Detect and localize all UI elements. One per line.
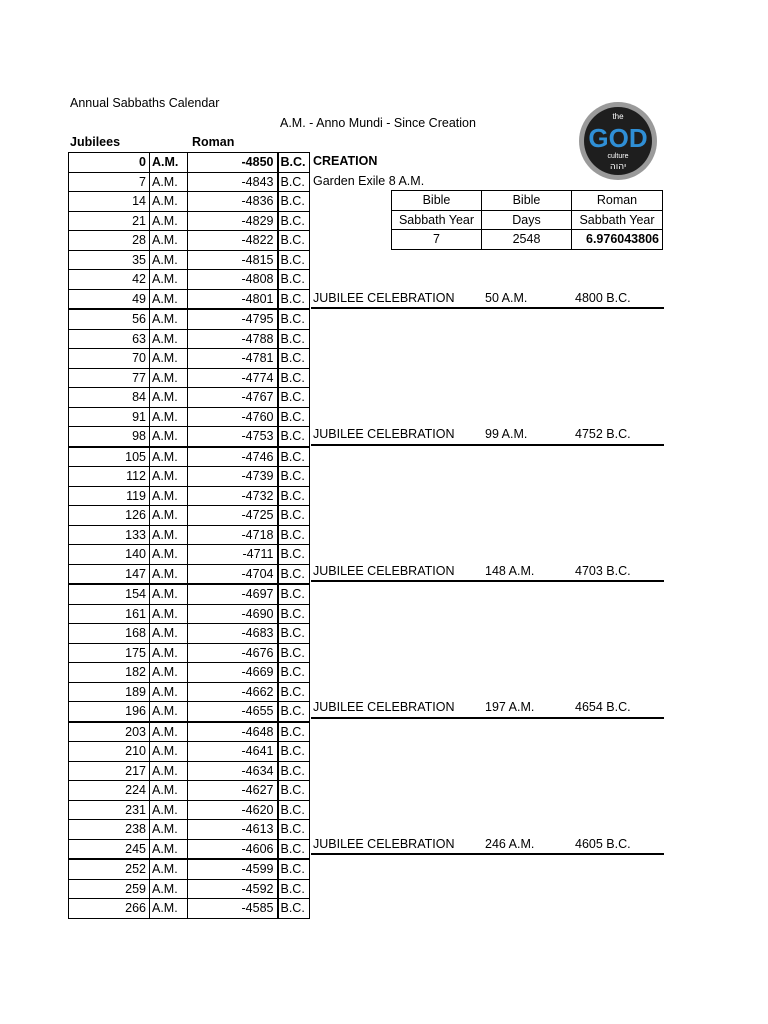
roman-year-cell: -4760 xyxy=(188,407,278,427)
roman-year-cell: -4620 xyxy=(188,800,278,820)
am-unit-cell: A.M. xyxy=(150,289,188,309)
am-year-cell: 203 xyxy=(69,722,150,742)
jubilee-bc-value: 4800 B.C. xyxy=(575,290,631,305)
roman-unit-cell: B.C. xyxy=(278,879,310,899)
column-header-roman: Roman xyxy=(192,135,235,149)
table-row xyxy=(69,564,310,584)
table-row xyxy=(69,447,310,467)
roman-year-cell: -4669 xyxy=(188,663,278,683)
am-year-cell: 21 xyxy=(69,211,150,231)
jubilee-bc-value: 4752 B.C. xyxy=(575,427,631,441)
roman-year-cell: -4683 xyxy=(188,624,278,644)
subtitle: A.M. - Anno Mundi - Since Creation xyxy=(280,116,476,130)
table-row xyxy=(69,368,310,388)
logo-main-text: GOD xyxy=(588,123,648,153)
table-row xyxy=(69,839,310,859)
roman-unit-cell: B.C. xyxy=(278,604,310,624)
table-row xyxy=(69,486,310,506)
am-year-cell: 105 xyxy=(69,447,150,467)
logo-hebrew-text: יהוה xyxy=(609,162,627,172)
jubilee-celebration-label: JUBILEE CELEBRATION xyxy=(313,700,455,714)
am-unit-cell: A.M. xyxy=(150,564,188,584)
table-row xyxy=(69,467,310,487)
am-unit-cell: A.M. xyxy=(150,231,188,251)
am-year-cell: 56 xyxy=(69,309,150,329)
roman-unit-cell: B.C. xyxy=(278,447,310,467)
jubilee-celebration-label: JUBILEE CELEBRATION xyxy=(313,836,455,851)
am-unit-cell: A.M. xyxy=(150,899,188,919)
info-value-sabbath-year: 7 xyxy=(392,230,482,250)
roman-year-cell: -4592 xyxy=(188,879,278,899)
roman-unit-cell: B.C. xyxy=(278,407,310,427)
jubilee-bc-value: 4703 B.C. xyxy=(575,563,631,578)
roman-year-cell: -4641 xyxy=(188,742,278,762)
table-row xyxy=(69,250,310,270)
roman-unit-cell: B.C. xyxy=(278,781,310,801)
roman-unit-cell: B.C. xyxy=(278,289,310,309)
info-subheader-roman-sabbath-year: Sabbath Year xyxy=(572,210,663,230)
am-year-cell: 70 xyxy=(69,349,150,369)
roman-unit-cell: B.C. xyxy=(278,643,310,663)
am-year-cell: 217 xyxy=(69,761,150,781)
am-unit-cell: A.M. xyxy=(150,624,188,644)
table-row xyxy=(69,702,310,722)
am-unit-cell: A.M. xyxy=(150,663,188,683)
table-row xyxy=(69,663,310,683)
roman-year-cell: -4746 xyxy=(188,447,278,467)
roman-year-cell: -4606 xyxy=(188,839,278,859)
am-year-cell: 189 xyxy=(69,682,150,702)
table-row xyxy=(69,506,310,526)
table-row xyxy=(69,800,310,820)
info-subheader-sabbath-year: Sabbath Year xyxy=(392,210,482,230)
am-unit-cell: A.M. xyxy=(150,368,188,388)
roman-unit-cell: B.C. xyxy=(278,564,310,584)
table-row xyxy=(69,427,310,447)
am-year-cell: 35 xyxy=(69,250,150,270)
roman-unit-cell: B.C. xyxy=(278,839,310,859)
am-year-cell: 14 xyxy=(69,192,150,212)
roman-year-cell: -4753 xyxy=(188,427,278,447)
am-year-cell: 147 xyxy=(69,564,150,584)
am-year-cell: 0 xyxy=(69,153,150,173)
table-row xyxy=(69,584,310,604)
am-year-cell: 266 xyxy=(69,899,150,919)
jubilee-divider-line xyxy=(311,307,664,309)
column-header-jubilees: Jubilees xyxy=(70,135,121,149)
roman-year-cell: -4718 xyxy=(188,525,278,545)
am-unit-cell: A.M. xyxy=(150,309,188,329)
table-row xyxy=(69,624,310,644)
roman-unit-cell: B.C. xyxy=(278,761,310,781)
am-year-cell: 77 xyxy=(69,368,150,388)
roman-year-cell: -4676 xyxy=(188,643,278,663)
roman-unit-cell: B.C. xyxy=(278,506,310,526)
am-year-cell: 168 xyxy=(69,624,150,644)
am-year-cell: 210 xyxy=(69,742,150,762)
jubilee-celebration-label: JUBILEE CELEBRATION xyxy=(313,563,455,578)
sabbath-calendar-table xyxy=(68,152,310,919)
table-row xyxy=(69,682,310,702)
am-unit-cell: A.M. xyxy=(150,211,188,231)
table-row xyxy=(69,899,310,919)
jubilee-am-value: 50 A.M. xyxy=(485,290,528,305)
roman-unit-cell: B.C. xyxy=(278,820,310,840)
table-row xyxy=(69,349,310,369)
am-unit-cell: A.M. xyxy=(150,525,188,545)
roman-year-cell: -4808 xyxy=(188,270,278,290)
roman-year-cell: -4836 xyxy=(188,192,278,212)
am-unit-cell: A.M. xyxy=(150,545,188,565)
jubilee-am-value: 246 A.M. xyxy=(485,836,535,851)
jubilee-divider-line xyxy=(311,580,664,582)
table-row xyxy=(69,859,310,879)
roman-unit-cell: B.C. xyxy=(278,525,310,545)
am-unit-cell: A.M. xyxy=(150,761,188,781)
am-unit-cell: A.M. xyxy=(150,172,188,192)
am-unit-cell: A.M. xyxy=(150,604,188,624)
am-unit-cell: A.M. xyxy=(150,427,188,447)
roman-unit-cell: B.C. xyxy=(278,388,310,408)
god-culture-logo xyxy=(578,101,658,181)
roman-unit-cell: B.C. xyxy=(278,742,310,762)
roman-year-cell: -4774 xyxy=(188,368,278,388)
table-row xyxy=(69,545,310,565)
jubilee-divider-line xyxy=(311,853,664,855)
roman-unit-cell: B.C. xyxy=(278,270,310,290)
roman-unit-cell: B.C. xyxy=(278,800,310,820)
am-unit-cell: A.M. xyxy=(150,447,188,467)
roman-year-cell: -4662 xyxy=(188,682,278,702)
am-year-cell: 238 xyxy=(69,820,150,840)
am-unit-cell: A.M. xyxy=(150,467,188,487)
am-year-cell: 196 xyxy=(69,702,150,722)
roman-unit-cell: B.C. xyxy=(278,231,310,251)
creation-label: CREATION xyxy=(313,154,378,168)
roman-unit-cell: B.C. xyxy=(278,368,310,388)
roman-year-cell: -4648 xyxy=(188,722,278,742)
table-row xyxy=(69,643,310,663)
table-row xyxy=(69,270,310,290)
roman-unit-cell: B.C. xyxy=(278,329,310,349)
roman-year-cell: -4822 xyxy=(188,231,278,251)
roman-unit-cell: B.C. xyxy=(278,486,310,506)
am-unit-cell: A.M. xyxy=(150,781,188,801)
roman-year-cell: -4815 xyxy=(188,250,278,270)
roman-year-cell: -4829 xyxy=(188,211,278,231)
roman-year-cell: -4788 xyxy=(188,329,278,349)
table-row xyxy=(69,388,310,408)
table-row xyxy=(69,192,310,212)
roman-year-cell: -4781 xyxy=(188,349,278,369)
table-row xyxy=(69,153,310,173)
roman-unit-cell: B.C. xyxy=(278,899,310,919)
am-year-cell: 252 xyxy=(69,859,150,879)
am-year-cell: 133 xyxy=(69,525,150,545)
am-year-cell: 154 xyxy=(69,584,150,604)
am-unit-cell: A.M. xyxy=(150,839,188,859)
info-value-roman-sabbath-year: 6.976043806 xyxy=(572,230,663,250)
roman-unit-cell: B.C. xyxy=(278,172,310,192)
am-unit-cell: A.M. xyxy=(150,329,188,349)
table-row xyxy=(69,820,310,840)
info-header-bible-days: Bible xyxy=(482,191,572,211)
am-year-cell: 126 xyxy=(69,506,150,526)
roman-unit-cell: B.C. xyxy=(278,584,310,604)
am-year-cell: 161 xyxy=(69,604,150,624)
roman-year-cell: -4690 xyxy=(188,604,278,624)
roman-year-cell: -4850 xyxy=(188,153,278,173)
am-year-cell: 140 xyxy=(69,545,150,565)
page-title: Annual Sabbaths Calendar xyxy=(70,96,220,110)
am-unit-cell: A.M. xyxy=(150,486,188,506)
info-header-roman: Roman xyxy=(572,191,663,211)
am-unit-cell: A.M. xyxy=(150,742,188,762)
table-row xyxy=(69,879,310,899)
logo-sub-text: culture xyxy=(607,153,629,160)
am-year-cell: 182 xyxy=(69,663,150,683)
roman-year-cell: -4627 xyxy=(188,781,278,801)
am-year-cell: 91 xyxy=(69,407,150,427)
roman-year-cell: -4613 xyxy=(188,820,278,840)
am-year-cell: 119 xyxy=(69,486,150,506)
am-year-cell: 28 xyxy=(69,231,150,251)
jubilee-bc-value: 4654 B.C. xyxy=(575,700,631,714)
roman-unit-cell: B.C. xyxy=(278,427,310,447)
jubilee-am-value: 148 A.M. xyxy=(485,563,535,578)
am-year-cell: 7 xyxy=(69,172,150,192)
roman-year-cell: -4711 xyxy=(188,545,278,565)
table-row xyxy=(69,781,310,801)
am-unit-cell: A.M. xyxy=(150,722,188,742)
am-year-cell: 42 xyxy=(69,270,150,290)
roman-unit-cell: B.C. xyxy=(278,309,310,329)
roman-year-cell: -4732 xyxy=(188,486,278,506)
roman-unit-cell: B.C. xyxy=(278,859,310,879)
table-row xyxy=(69,761,310,781)
am-unit-cell: A.M. xyxy=(150,153,188,173)
am-unit-cell: A.M. xyxy=(150,859,188,879)
roman-year-cell: -4599 xyxy=(188,859,278,879)
roman-unit-cell: B.C. xyxy=(278,702,310,722)
am-unit-cell: A.M. xyxy=(150,192,188,212)
jubilee-am-value: 99 A.M. xyxy=(485,427,528,441)
jubilee-celebration-label: JUBILEE CELEBRATION xyxy=(313,290,455,305)
am-unit-cell: A.M. xyxy=(150,879,188,899)
am-year-cell: 49 xyxy=(69,289,150,309)
roman-unit-cell: B.C. xyxy=(278,250,310,270)
sabbath-year-info-table xyxy=(391,190,663,250)
roman-year-cell: -4655 xyxy=(188,702,278,722)
logo-top-text: the xyxy=(612,112,624,121)
info-header-bible-sabbath: Bible xyxy=(392,191,482,211)
table-row xyxy=(69,289,310,309)
roman-unit-cell: B.C. xyxy=(278,722,310,742)
am-year-cell: 245 xyxy=(69,839,150,859)
am-unit-cell: A.M. xyxy=(150,250,188,270)
table-row xyxy=(69,309,310,329)
table-row xyxy=(69,231,310,251)
roman-unit-cell: B.C. xyxy=(278,545,310,565)
roman-year-cell: -4795 xyxy=(188,309,278,329)
table-row xyxy=(69,742,310,762)
table-row xyxy=(69,329,310,349)
am-unit-cell: A.M. xyxy=(150,820,188,840)
am-year-cell: 98 xyxy=(69,427,150,447)
jubilee-divider-line xyxy=(311,717,664,719)
jubilee-bc-value: 4605 B.C. xyxy=(575,836,631,851)
roman-year-cell: -4843 xyxy=(188,172,278,192)
am-unit-cell: A.M. xyxy=(150,506,188,526)
am-year-cell: 259 xyxy=(69,879,150,899)
am-unit-cell: A.M. xyxy=(150,388,188,408)
table-row xyxy=(69,211,310,231)
table-row xyxy=(69,525,310,545)
info-subheader-days: Days xyxy=(482,210,572,230)
am-unit-cell: A.M. xyxy=(150,584,188,604)
jubilee-am-value: 197 A.M. xyxy=(485,700,535,714)
table-row xyxy=(69,722,310,742)
roman-unit-cell: B.C. xyxy=(278,153,310,173)
roman-year-cell: -4739 xyxy=(188,467,278,487)
roman-unit-cell: B.C. xyxy=(278,192,310,212)
roman-year-cell: -4634 xyxy=(188,761,278,781)
roman-unit-cell: B.C. xyxy=(278,663,310,683)
roman-unit-cell: B.C. xyxy=(278,624,310,644)
roman-year-cell: -4704 xyxy=(188,564,278,584)
am-unit-cell: A.M. xyxy=(150,349,188,369)
am-unit-cell: A.M. xyxy=(150,270,188,290)
roman-unit-cell: B.C. xyxy=(278,467,310,487)
roman-year-cell: -4585 xyxy=(188,899,278,919)
jubilee-celebration-label: JUBILEE CELEBRATION xyxy=(313,427,455,441)
am-unit-cell: A.M. xyxy=(150,643,188,663)
am-unit-cell: A.M. xyxy=(150,682,188,702)
am-year-cell: 224 xyxy=(69,781,150,801)
roman-unit-cell: B.C. xyxy=(278,349,310,369)
am-unit-cell: A.M. xyxy=(150,800,188,820)
roman-unit-cell: B.C. xyxy=(278,682,310,702)
table-row xyxy=(69,407,310,427)
info-value-days: 2548 xyxy=(482,230,572,250)
am-year-cell: 84 xyxy=(69,388,150,408)
am-unit-cell: A.M. xyxy=(150,407,188,427)
table-row xyxy=(69,604,310,624)
garden-exile-note: Garden Exile 8 A.M. xyxy=(313,173,425,188)
am-year-cell: 112 xyxy=(69,467,150,487)
roman-year-cell: -4697 xyxy=(188,584,278,604)
table-row xyxy=(69,172,310,192)
am-year-cell: 231 xyxy=(69,800,150,820)
jubilee-divider-line xyxy=(311,444,664,446)
am-year-cell: 175 xyxy=(69,643,150,663)
am-unit-cell: A.M. xyxy=(150,702,188,722)
roman-year-cell: -4725 xyxy=(188,506,278,526)
roman-year-cell: -4767 xyxy=(188,388,278,408)
roman-unit-cell: B.C. xyxy=(278,211,310,231)
roman-year-cell: -4801 xyxy=(188,289,278,309)
am-year-cell: 63 xyxy=(69,329,150,349)
